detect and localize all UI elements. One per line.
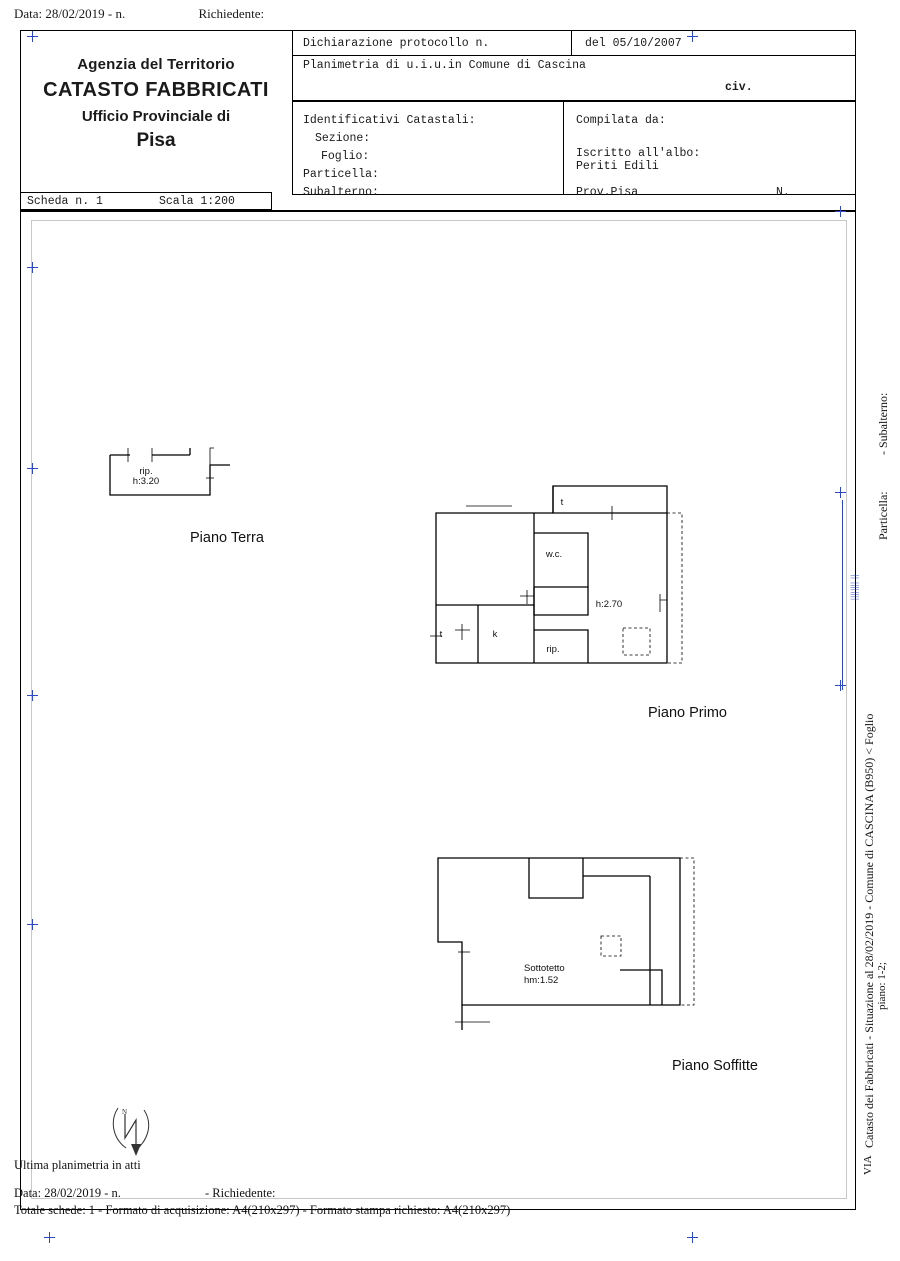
north-arrow-icon	[108, 1104, 156, 1156]
registration-mark	[44, 1232, 55, 1243]
agency-name: Agenzia del Territorio	[77, 56, 235, 73]
registration-blue-text: |||||||| ||	[849, 574, 859, 600]
registration-mark	[27, 690, 38, 701]
room-label-rip-primo: rip.	[546, 644, 560, 655]
province-label: Prov.Pisa	[576, 186, 639, 199]
registration-mark	[835, 206, 846, 217]
registry-name: CATASTO FABBRICATI	[43, 79, 269, 101]
sheet-info-bar	[20, 192, 272, 210]
floor-label-piano-soffitte: Piano Soffitte	[672, 1058, 758, 1074]
office-label: Ufficio Provinciale di	[81, 108, 231, 125]
top-date: Data: 28/02/2019 - n.	[14, 6, 126, 21]
registration-mark	[27, 463, 38, 474]
registration-blue-rule	[842, 500, 843, 690]
right-margin-piano: piano: 1-2;	[876, 962, 888, 1010]
floor-label-piano-terra: Piano Terra	[190, 530, 264, 546]
civ-label: civ.	[725, 81, 753, 94]
room-label-k-primo: k	[492, 629, 498, 640]
room-height-primo: h:2.70	[595, 599, 623, 610]
protocol-date: del 05/10/2007	[585, 37, 682, 50]
right-margin-via: VIA	[862, 1155, 874, 1175]
top-requester-label: Richiedente:	[198, 6, 265, 21]
footer-last-plan: Ultima planimetria in atti	[14, 1158, 141, 1172]
registration-mark	[835, 487, 846, 498]
footer-requester: - Richiedente:	[205, 1186, 276, 1200]
registered-label: Iscritto all'albo:	[576, 147, 701, 160]
protocol-box	[292, 30, 856, 101]
compiled-by-box	[564, 101, 856, 199]
room-label-sottotetto: Sottotetto	[524, 963, 565, 974]
cadastral-foglio: Foglio:	[321, 150, 370, 163]
compiled-title: Compilata da:	[576, 114, 666, 127]
svg-text:N: N	[122, 1108, 128, 1116]
room-label-wc: w.c.	[545, 549, 563, 560]
room-label-t-primo: t	[560, 497, 564, 508]
footer-date: Data: 28/02/2019 - n.	[14, 1186, 121, 1200]
protocol-divider	[571, 31, 572, 55]
floor-label-piano-primo: Piano Primo	[648, 705, 727, 721]
right-margin-particella: Particella:	[876, 491, 890, 540]
protocol-hline	[293, 55, 855, 56]
document-top-meta	[14, 6, 264, 22]
registered-value: Periti Edili	[576, 160, 659, 173]
office-city: Pisa	[136, 130, 176, 151]
agency-header	[20, 30, 292, 195]
registration-mark	[687, 1232, 698, 1243]
cadastral-particella: Particella:	[303, 168, 379, 181]
number-label: N.	[776, 186, 790, 199]
cadastral-sezione: Sezione:	[315, 132, 371, 145]
room-label-t2-primo: t	[439, 629, 443, 640]
right-margin-subalterno: - Subalterno:	[876, 392, 890, 455]
footer-totals: Totale schede: 1 - Formato di acquisizione: A4(210x297) - Formato stampa richiesto: A4(210x297)	[14, 1203, 511, 1217]
sheet-number: Scheda n. 1	[27, 195, 103, 208]
room-height-sottotetto: hm:1.52	[524, 975, 559, 986]
right-margin-main-line: Catasto dei Fabbricati - Situazione al 28/02/2019 - Comune di CASCINA (B950) < Foglio	[862, 713, 876, 1148]
room-height-terra: h:3.20	[132, 476, 160, 487]
registration-mark	[835, 680, 846, 691]
planimetry-subject: Planimetria di u.i.u.in Comune di Cascina	[303, 59, 586, 72]
cadastral-subalterno: Subalterno:	[303, 186, 379, 199]
cadastral-title: Identificativi Catastali:	[303, 114, 476, 127]
registration-mark	[687, 31, 698, 42]
declaration-protocol-label: Dichiarazione protocollo n.	[303, 37, 490, 50]
room-label-rip-terra: rip.	[139, 466, 153, 477]
cadastral-identifiers-box	[292, 101, 564, 199]
registration-mark	[27, 262, 38, 273]
registration-mark	[27, 919, 38, 930]
sheet-scale: Scala 1:200	[159, 195, 235, 208]
registration-mark	[27, 31, 38, 42]
